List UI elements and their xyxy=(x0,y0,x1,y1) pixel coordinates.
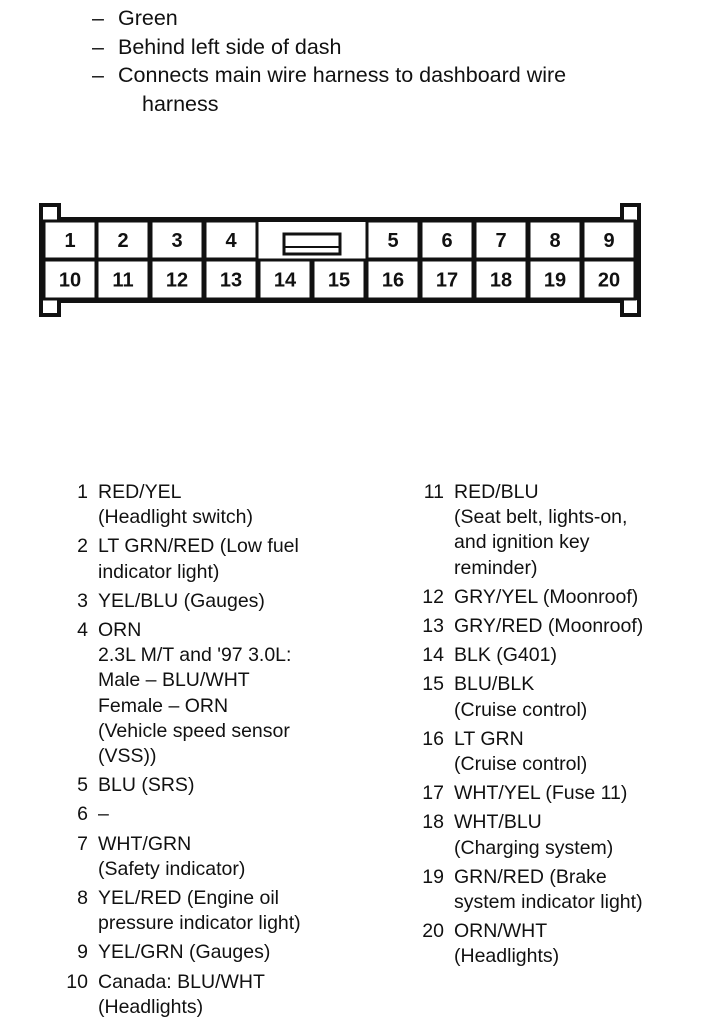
pin-number: 9 xyxy=(77,941,88,964)
pin-wire-color: GRN/RED (Brake xyxy=(454,865,607,888)
pin-wire-color: GRY/YEL (Moonroof) xyxy=(454,585,639,608)
pin-number: 17 xyxy=(422,782,444,805)
pin-cell-8 xyxy=(529,221,581,259)
pin-entry-16 xyxy=(414,727,704,777)
pin-description: (Headlight switch) xyxy=(98,506,253,529)
pin-entry-7 xyxy=(58,832,398,882)
pin-wire-color: RED/YEL xyxy=(98,481,182,503)
pin-label: 19 xyxy=(543,269,567,292)
polarization-key xyxy=(284,234,340,254)
note-text: Behind left side of dash xyxy=(118,34,342,59)
pin-label: 13 xyxy=(219,269,243,292)
pin-description: (Headlights) xyxy=(454,945,560,968)
pin-label: 11 xyxy=(112,269,134,292)
pin-wire-color: YEL/GRN (Gauges) xyxy=(98,941,271,964)
pin-wire-color: WHT/BLU xyxy=(454,811,542,834)
pin-description: (Safety indicator) xyxy=(98,857,246,880)
pin-number: 15 xyxy=(422,673,444,696)
pin-label: 12 xyxy=(165,269,189,292)
pin-cell-13 xyxy=(205,260,257,299)
pin-description: pressure indicator light) xyxy=(98,912,301,935)
pin-number: 14 xyxy=(422,644,444,667)
note-connection: – Connects main wire harness to dashboard wire harness xyxy=(92,61,692,118)
note-text: Green xyxy=(118,6,178,30)
pin-cell-6 xyxy=(421,221,473,259)
pin-entry-20 xyxy=(414,919,704,969)
pin-entry-6 xyxy=(58,802,398,827)
pin-entry-17 xyxy=(414,781,704,806)
pin-label: 7 xyxy=(495,230,507,252)
pin-entry-15 xyxy=(414,672,704,722)
pin-description: system indicator light) xyxy=(454,891,643,914)
pin-number: 2 xyxy=(77,535,88,558)
pin-cell-16 xyxy=(367,260,419,299)
pin-entry-4 xyxy=(58,618,398,769)
pin-number: 13 xyxy=(422,615,444,638)
pin-cell-14 xyxy=(259,260,311,299)
pin-description: reminder) xyxy=(454,556,538,579)
pin-wire-color: GRY/RED (Moonroof) xyxy=(454,615,644,638)
pin-entry-1 xyxy=(58,480,398,530)
pin-label: 17 xyxy=(435,269,459,292)
pin-entry-19 xyxy=(414,865,704,915)
pin-entry-10 xyxy=(58,970,398,1020)
pin-description: and ignition key xyxy=(454,531,590,554)
note-location: – Behind left side of dash xyxy=(92,34,342,59)
pin-cell-4 xyxy=(205,221,257,259)
pin-description: (Vehicle speed sensor xyxy=(98,719,290,742)
pin-label: 4 xyxy=(225,230,237,252)
pin-entry-12 xyxy=(414,585,704,610)
pin-entry-18 xyxy=(414,810,704,860)
pin-entry-3 xyxy=(58,589,398,614)
pin-cell-15 xyxy=(313,260,365,299)
pin-number: 8 xyxy=(77,887,88,910)
pin-wire-color: LT GRN xyxy=(454,727,524,750)
pin-description: (Cruise control) xyxy=(454,753,588,776)
pin-wire-color: ORN xyxy=(98,619,142,642)
pin-wire-color: WHT/YEL (Fuse 11) xyxy=(454,782,628,805)
connector-face-diagram xyxy=(0,0,704,340)
pin-entry-2 xyxy=(58,534,398,584)
pin-number: 20 xyxy=(422,920,444,943)
pin-wire-color: YEL/RED (Engine oil xyxy=(98,887,280,910)
pin-cell-5 xyxy=(367,221,419,259)
pin-cell-10 xyxy=(44,260,96,299)
pin-label: 1 xyxy=(64,230,76,252)
pin-wire-color: BLK (G401) xyxy=(454,644,557,667)
pin-cell-9 xyxy=(583,221,635,259)
pin-description: (Charging system) xyxy=(454,836,614,859)
pin-number: 11 xyxy=(423,481,444,503)
pin-entry-14 xyxy=(414,643,704,668)
pin-list-left xyxy=(58,480,398,1024)
pin-wire-color: WHT/GRN xyxy=(98,832,192,855)
pin-cell-20 xyxy=(583,260,635,299)
pin-number: 18 xyxy=(422,811,444,834)
pin-label: 6 xyxy=(441,230,453,252)
pin-entry-5 xyxy=(58,773,398,798)
pin-number: 1 xyxy=(77,481,88,503)
pin-cell-19 xyxy=(529,260,581,299)
pin-list-right xyxy=(414,480,704,974)
pin-description: Male – BLU/WHT xyxy=(98,669,250,692)
pin-label: 2 xyxy=(117,230,129,252)
pin-wire-color: YEL/BLU (Gauges) xyxy=(98,589,265,612)
note-text: Connects main wire harness to dashboard wire xyxy=(118,63,567,87)
pin-description: indicator light) xyxy=(98,560,220,583)
pin-wire-color: LT GRN/RED (Low fuel xyxy=(98,535,299,558)
pin-label: 9 xyxy=(603,230,615,252)
note-text-continued: harness xyxy=(142,91,219,116)
pin-label: 20 xyxy=(597,269,621,292)
pin-number: 16 xyxy=(422,727,444,750)
pin-cell-2 xyxy=(97,221,149,259)
pin-wire-color: ORN/WHT xyxy=(454,920,548,943)
connector-svg xyxy=(0,0,704,340)
pin-wire-color: BLU/BLK xyxy=(454,673,535,696)
pin-label: 5 xyxy=(387,230,399,252)
pin-description: (Cruise control) xyxy=(454,698,588,721)
pin-number: 10 xyxy=(66,970,88,993)
pin-description: Female – ORN xyxy=(98,694,229,717)
pin-cell-18 xyxy=(475,260,527,299)
pin-description: 2.3L M/T and '97 3.0L: xyxy=(98,644,292,667)
pin-cell-3 xyxy=(151,221,203,259)
pin-number: 6 xyxy=(77,803,88,826)
pin-number: 4 xyxy=(77,619,88,642)
note-color: – Green xyxy=(92,6,178,30)
pin-label: 3 xyxy=(171,230,183,252)
pin-number: 19 xyxy=(422,865,444,888)
pin-entry-13 xyxy=(414,614,704,639)
pin-cell-12 xyxy=(151,260,203,299)
pin-cell-17 xyxy=(421,260,473,299)
pin-number: 5 xyxy=(77,774,88,797)
pin-wire-color: RED/BLU xyxy=(454,481,539,503)
pin-cell-1 xyxy=(44,221,96,259)
pin-label: 14 xyxy=(273,269,297,292)
pin-label: 15 xyxy=(327,269,351,292)
pin-description: (VSS)) xyxy=(98,745,157,768)
pin-wire-color: BLU (SRS) xyxy=(98,774,195,797)
pin-wire-color: – xyxy=(98,803,109,826)
pin-label: 8 xyxy=(549,230,561,252)
pin-cell-7 xyxy=(475,221,527,259)
pin-cell-11 xyxy=(97,260,149,299)
pin-wire-color: Canada: BLU/WHT xyxy=(98,970,265,993)
pin-entry-8 xyxy=(58,886,398,936)
pin-label: 18 xyxy=(489,269,513,292)
pin-entry-9 xyxy=(58,940,398,965)
pin-label: 10 xyxy=(58,269,82,292)
pin-description: (Headlights) xyxy=(98,995,204,1018)
pin-number: 3 xyxy=(77,589,88,612)
pin-number: 7 xyxy=(77,832,88,855)
pin-label: 16 xyxy=(381,269,405,292)
pin-description: (Seat belt, lights-on, xyxy=(454,506,628,529)
pin-number: 12 xyxy=(422,585,444,608)
pin-entry-11 xyxy=(414,480,704,581)
